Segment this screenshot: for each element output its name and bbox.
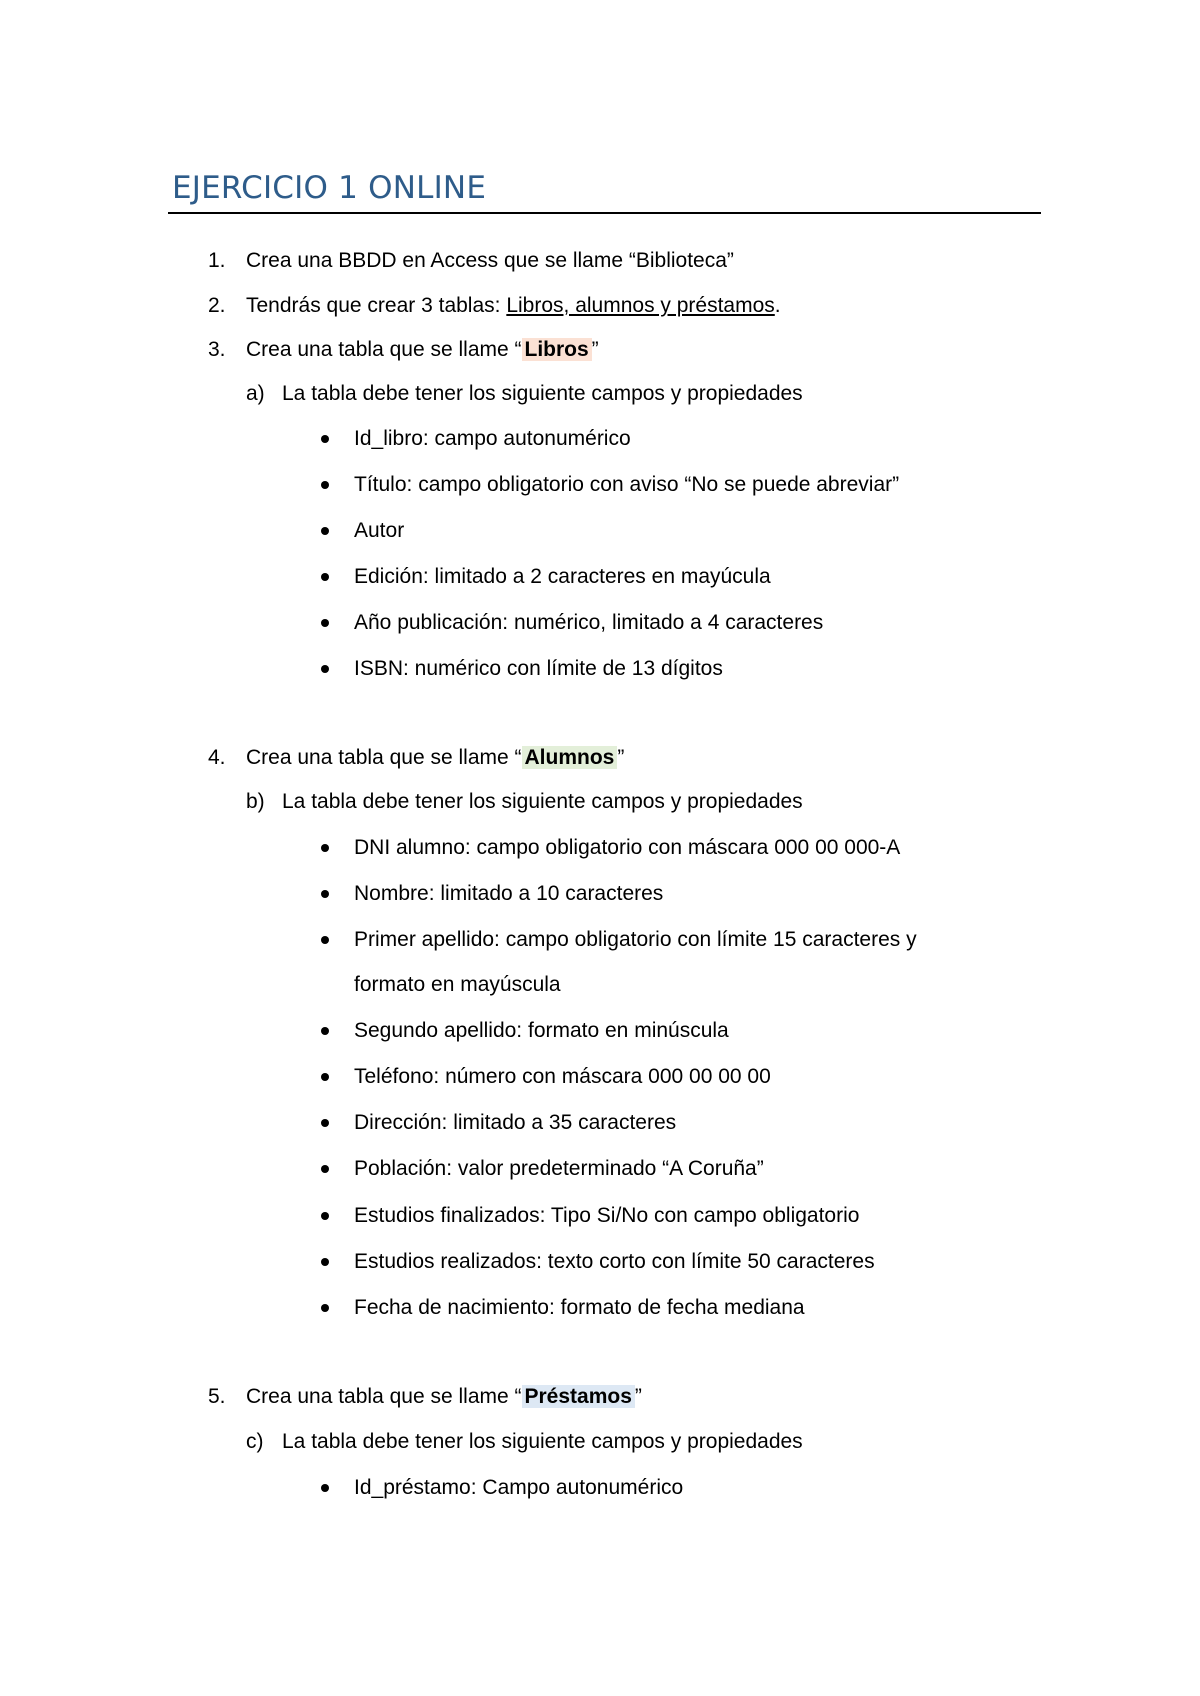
table-name-alumnos: Alumnos	[522, 746, 618, 769]
bullet-text: Edición: limitado a 2 caracteres en mayúcula	[354, 565, 771, 588]
bullet-text: Estudios finalizados: Tipo Si/No con campo obligatorio	[354, 1204, 860, 1227]
bullet-icon	[321, 573, 329, 581]
bullet-icon	[321, 1304, 329, 1312]
bullet-text: Fecha de nacimiento: formato de fecha mediana	[354, 1296, 805, 1319]
sub-item-label: b)	[246, 790, 265, 813]
bullet-text: Segundo apellido: formato en minúscula	[354, 1019, 729, 1042]
item-text-suffix: .	[774, 294, 781, 317]
item-number: 3.	[208, 338, 226, 361]
bullet-text: formato en mayúscula	[354, 973, 561, 996]
sub-item-text: La tabla debe tener los siguiente campos y propiedades	[282, 1430, 803, 1453]
item-text	[246, 1383, 642, 1411]
bullet-icon	[321, 1484, 329, 1492]
sub-item-text: La tabla debe tener los siguiente campos y propiedades	[282, 382, 803, 405]
item-text	[246, 744, 624, 772]
bullet-text: Primer apellido: campo obligatorio con límite 15 caracteres y	[354, 928, 917, 951]
item-text-suffix: ”	[591, 338, 599, 361]
bullet-icon	[321, 844, 329, 852]
bullet-text: Id_préstamo: Campo autonumérico	[354, 1476, 684, 1499]
bullet-icon	[321, 619, 329, 627]
bullet-icon	[321, 1073, 329, 1081]
item-number: 1.	[208, 249, 226, 272]
bullet-text: Título: campo obligatorio con aviso “No se puede abreviar”	[354, 473, 900, 496]
bullet-icon	[321, 1119, 329, 1127]
bullet-icon	[321, 890, 329, 898]
bullet-icon	[321, 1212, 329, 1220]
bullet-text: Población: valor predeterminado “A Coruña”	[354, 1157, 764, 1180]
item-text-prefix: Tendrás que crear 3 tablas:	[246, 294, 507, 317]
item-number: 4.	[208, 746, 226, 769]
bullet-icon	[321, 435, 329, 443]
title-divider	[168, 212, 1041, 214]
bullet-text: Estudios realizados: texto corto con límite 50 caracteres	[354, 1250, 875, 1273]
underlined-tables: Libros, alumnos y préstamos	[506, 294, 775, 317]
sub-item-text: La tabla debe tener los siguiente campos y propiedades	[282, 790, 803, 813]
item-text-prefix: Crea una tabla que se llame “	[246, 338, 522, 361]
bullet-text: Autor	[354, 519, 405, 542]
table-name-prestamos: Préstamos	[522, 1385, 635, 1408]
bullet-text: Año publicación: numérico, limitado a 4 caracteres	[354, 611, 824, 634]
bullet-icon	[321, 481, 329, 489]
item-text-suffix: ”	[634, 1385, 642, 1408]
sub-item-label: a)	[246, 382, 265, 405]
bullet-icon	[321, 527, 329, 535]
table-name-libros: Libros	[522, 338, 592, 361]
bullet-text: Dirección: limitado a 35 caracteres	[354, 1111, 677, 1134]
bullet-text: Teléfono: número con máscara 000 00 00 00	[354, 1065, 771, 1088]
bullet-text: Nombre: limitado a 10 caracteres	[354, 882, 664, 905]
item-number: 5.	[208, 1385, 226, 1408]
bullet-icon	[321, 1258, 329, 1266]
bullet-text: Id_libro: campo autonumérico	[354, 427, 631, 450]
item-text-prefix: Crea una tabla que se llame “	[246, 746, 522, 769]
sub-item-label: c)	[246, 1430, 264, 1453]
page-title: EJERCICIO 1 ONLINE	[172, 170, 487, 206]
bullet-icon	[321, 1027, 329, 1035]
bullet-text: DNI alumno: campo obligatorio con máscara 000 00 000-A	[354, 836, 901, 859]
item-text	[246, 292, 781, 320]
item-text	[246, 336, 599, 364]
item-number: 2.	[208, 294, 226, 317]
item-text-prefix: Crea una tabla que se llame “	[246, 1385, 522, 1408]
bullet-icon	[321, 1165, 329, 1173]
bullet-icon	[321, 665, 329, 673]
item-text: Crea una BBDD en Access que se llame “Biblioteca”	[246, 249, 734, 272]
bullet-text: ISBN: numérico con límite de 13 dígitos	[354, 657, 723, 680]
bullet-icon	[321, 936, 329, 944]
item-text-suffix: ”	[617, 746, 625, 769]
